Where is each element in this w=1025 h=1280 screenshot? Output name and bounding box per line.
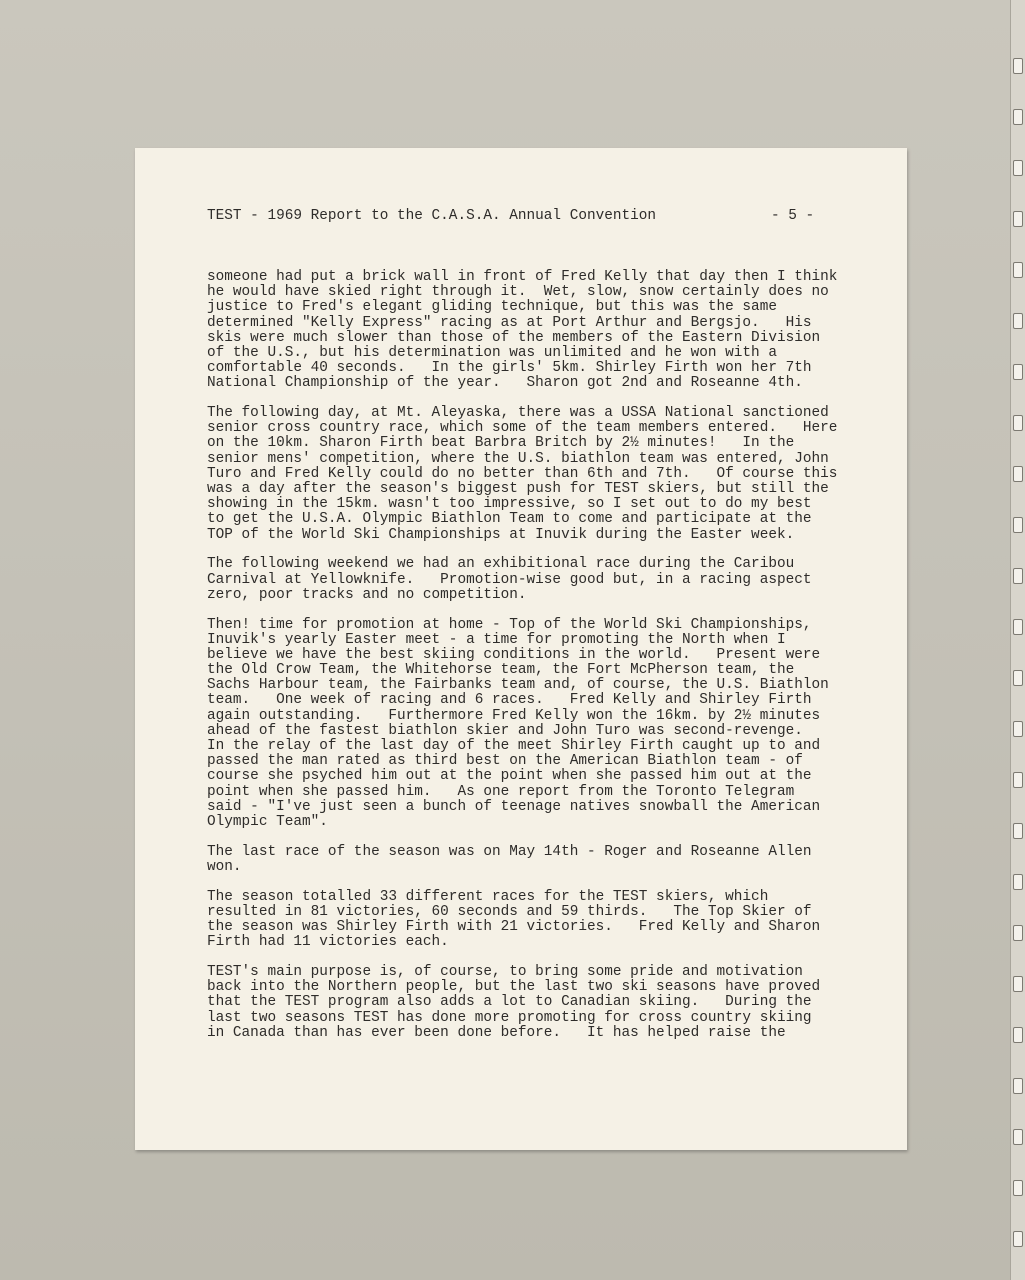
text-line: course she psyched him out at the point when she passed him out at the — [207, 768, 812, 785]
text-line: again outstanding. Furthermore Fred Kelly won the 16km. by 2½ minutes — [207, 707, 821, 724]
paragraph — [207, 618, 837, 831]
text-line: The following day, at Mt. Aleyaska, there was a USSA National sanctioned — [207, 405, 829, 422]
binding-ring — [1013, 211, 1023, 227]
text-line: resulted in 81 victories, 60 seconds and 59 thirds. The Top Skier of — [207, 903, 812, 920]
binding-ring — [1013, 568, 1023, 584]
binding-ring — [1013, 313, 1023, 329]
text-line: said - "I've just seen a bunch of teenage natives snowball the American — [207, 798, 821, 815]
paragraph — [207, 270, 837, 392]
text-line: Carnival at Yellowknife. Promotion-wise good but, in a racing aspect — [207, 571, 812, 588]
binding-ring — [1013, 1180, 1023, 1196]
text-line: TEST's main purpose is, of course, to bring some pride and motivation — [207, 964, 803, 981]
binding-ring — [1013, 976, 1023, 992]
text-line: Then! time for promotion at home - Top of the World Ski Championships, — [207, 616, 812, 633]
text-line: to get the U.S.A. Olympic Biathlon Team to come and participate at the — [207, 511, 812, 528]
binding-ring — [1013, 160, 1023, 176]
text-line: the Old Crow Team, the Whitehorse team, the Fort McPherson team, the — [207, 662, 795, 679]
text-line: on the 10km. Sharon Firth beat Barbra Britch by 2½ minutes! In the — [207, 435, 795, 452]
text-line: skis were much slower than those of the members of the Eastern Division — [207, 329, 821, 346]
binding-ring — [1013, 1027, 1023, 1043]
binding-ring — [1013, 619, 1023, 635]
text-line: team. One week of racing and 6 races. Fred Kelly and Shirley Firth — [207, 692, 812, 709]
text-line: TOP of the World Ski Championships at Inuvik during the Easter week. — [207, 526, 795, 543]
spiral-binding — [1010, 0, 1025, 1280]
paragraph — [207, 965, 837, 1041]
binding-ring — [1013, 1078, 1023, 1094]
text-line: Turo and Fred Kelly could do no better than 6th and 7th. Of course this — [207, 465, 838, 482]
text-line: comfortable 40 seconds. In the girls' 5km. Shirley Firth won her 7th — [207, 360, 812, 377]
binding-ring — [1013, 772, 1023, 788]
binding-ring — [1013, 823, 1023, 839]
binding-ring — [1013, 721, 1023, 737]
text-line: of the U.S., but his determination was unlimited and he won with a — [207, 344, 777, 361]
text-line: Inuvik's yearly Easter meet - a time for promoting the North when I — [207, 631, 786, 648]
binding-ring — [1013, 58, 1023, 74]
binding-ring — [1013, 364, 1023, 380]
text-line: that the TEST program also adds a lot to Canadian skiing. During the — [207, 994, 812, 1011]
text-line: determined "Kelly Express" racing as at Port Arthur and Bergsjo. His — [207, 314, 812, 331]
text-line: last two seasons TEST has done more promoting for cross country skiing — [207, 1009, 812, 1026]
paragraph — [207, 406, 837, 543]
text-line: Firth had 11 victories each. — [207, 934, 449, 951]
paragraph — [207, 890, 837, 951]
text-line: senior cross country race, which some of the team members entered. Here — [207, 420, 838, 437]
typed-page — [135, 148, 907, 1150]
text-line: zero, poor tracks and no competition. — [207, 586, 527, 603]
text-line: Sachs Harbour team, the Fairbanks team and, of course, the U.S. Biathlon — [207, 677, 829, 694]
binding-ring — [1013, 517, 1023, 533]
text-line: National Championship of the year. Sharon got 2nd and Roseanne 4th. — [207, 375, 803, 392]
text-line: won. — [207, 858, 242, 875]
binding-ring — [1013, 466, 1023, 482]
text-line: In the relay of the last day of the meet Shirley Firth caught up to and — [207, 738, 821, 755]
binding-ring — [1013, 1129, 1023, 1145]
paragraph — [207, 845, 837, 875]
text-line: senior mens' competition, where the U.S. biathlon team was entered, John — [207, 450, 829, 467]
text-line: The season totalled 33 different races for the TEST skiers, which — [207, 888, 769, 905]
text-line: back into the Northern people, but the last two ski seasons have proved — [207, 979, 821, 996]
binding-ring — [1013, 1231, 1023, 1247]
binding-ring — [1013, 670, 1023, 686]
text-line: someone had put a brick wall in front of Fred Kelly that day then I think — [207, 269, 838, 285]
text-line: believe we have the best skiing conditions in the world. Present were — [207, 646, 821, 663]
text-line: Olympic Team". — [207, 813, 328, 830]
binding-ring — [1013, 262, 1023, 278]
text-line: in Canada than has ever been done before. It has helped raise the — [207, 1024, 786, 1041]
text-line: ahead of the fastest biathlon skier and John Turo was second-revenge. — [207, 722, 803, 739]
body-text — [207, 270, 837, 1041]
paragraph — [207, 557, 837, 603]
page-header: TEST - 1969 Report to the C.A.S.A. Annual Convention — [207, 208, 657, 224]
page-number: - 5 - — [771, 208, 815, 224]
text-line: showing in the 15km. wasn't too impressive, so I set out to do my best — [207, 496, 812, 513]
text-line: justice to Fred's elegant gliding technique, but this was the same — [207, 299, 777, 316]
binding-ring — [1013, 925, 1023, 941]
text-line: The last race of the season was on May 14th - Roger and Roseanne Allen — [207, 843, 812, 860]
text-line: was a day after the season's biggest push for TEST skiers, but still the — [207, 481, 829, 498]
text-line: he would have skied right through it. Wet, slow, snow certainly does no — [207, 284, 829, 301]
text-line: passed the man rated as third best on the American Biathlon team - of — [207, 753, 803, 770]
binding-ring — [1013, 874, 1023, 890]
binding-ring — [1013, 415, 1023, 431]
text-line: the season was Shirley Firth with 21 victories. Fred Kelly and Sharon — [207, 919, 821, 936]
binding-ring — [1013, 109, 1023, 125]
text-line: point when she passed him. As one report from the Toronto Telegram — [207, 783, 795, 800]
text-line: The following weekend we had an exhibitional race during the Caribou — [207, 556, 795, 573]
